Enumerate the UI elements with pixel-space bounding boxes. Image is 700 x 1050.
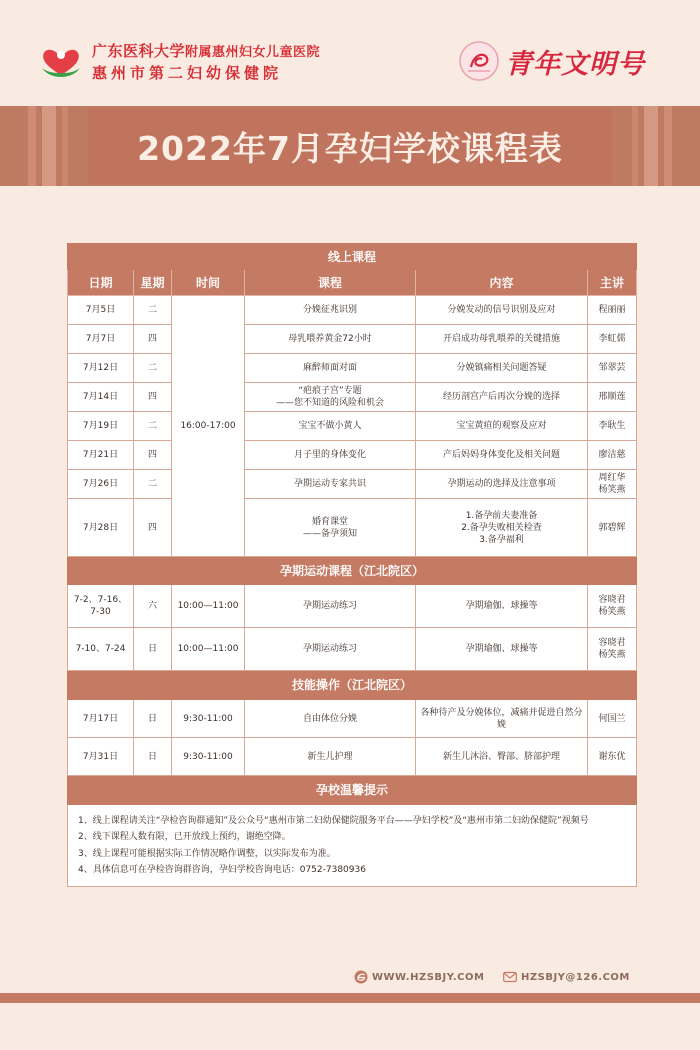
cell-content: 孕期瑜伽、球操等	[416, 585, 588, 628]
section-header-skills	[68, 671, 637, 700]
section-title-online: 线上课程	[68, 244, 637, 270]
cell-course	[245, 383, 416, 412]
cell-time: 9:30-11:00	[172, 700, 245, 738]
cell-weekday: 四	[134, 325, 172, 354]
cell-date: 7月31日	[68, 738, 134, 776]
cell-date: 7-10、7-24	[68, 628, 134, 671]
cell-date: 7月17日	[68, 700, 134, 738]
table-row	[68, 700, 637, 738]
cell-course: 分娩征兆识别	[245, 296, 416, 325]
cell-weekday: 四	[134, 499, 172, 557]
cell-course: 宝宝不做小黄人	[245, 412, 416, 441]
course-line2: ——您不知道的风险和机会	[275, 398, 384, 408]
cell-content: 经历剖宫产后再次分娩的选择	[416, 383, 588, 412]
cell-course: 孕期运动练习	[245, 628, 416, 671]
cell-course: 月子里的身体变化	[245, 441, 416, 470]
website-icon	[354, 970, 368, 984]
section-title-tips: 孕校温馨提示	[68, 776, 637, 805]
header-course: 课程	[245, 270, 416, 296]
cell-course: 自由体位分娩	[245, 700, 416, 738]
header-speaker: 主讲	[588, 270, 637, 296]
speaker-line2: 杨笑燕	[598, 485, 626, 495]
brand-name: 青年文明号	[505, 49, 645, 80]
header-time: 时间	[172, 270, 245, 296]
tip-item: 1、线上课程请关注“孕检咨询群通知”及公众号“惠州市第二妇幼保健院服务平台——孕妇学校”及“惠州市第二妇幼保健院”视频号	[78, 815, 589, 826]
cell-weekday: 二	[134, 470, 172, 499]
header-weekday: 星期	[134, 270, 172, 296]
page-title: 2022年7月孕妇学校课程表	[137, 128, 563, 168]
cell-date: 7月26日	[68, 470, 134, 499]
section-title-exercise: 孕期运动课程（江北院区）	[68, 557, 637, 585]
cell-date: 7月7日	[68, 325, 134, 354]
course-schedule-table	[67, 243, 637, 887]
cell-course: 麻醉师面对面	[245, 354, 416, 383]
section-header-online	[68, 244, 637, 270]
course-line1: 婚育课堂	[311, 516, 348, 527]
cell-course: 孕期运动专家共识	[245, 470, 416, 499]
course-line1: “疤痕子宫”专题	[298, 386, 362, 396]
cell-date: 7月12日	[68, 354, 134, 383]
cell-content: 孕期运动的选择及注意事项	[416, 470, 588, 499]
cell-content: 新生儿沐浴、臀部、脐部护理	[416, 738, 588, 776]
cell-content: 宝宝黄疸的观察及应对	[416, 412, 588, 441]
youth-brand-logo-icon	[458, 40, 500, 82]
cell-content: 分娩发动的信号识别及应对	[416, 296, 588, 325]
cell-speaker: 程丽丽	[588, 296, 637, 325]
cell-weekday: 二	[134, 296, 172, 325]
page-header	[0, 0, 700, 100]
email-link[interactable]: HZSBJY@126.COM	[521, 972, 630, 983]
tips-row	[68, 805, 637, 887]
cell-weekday: 四	[134, 441, 172, 470]
cell-time: 10:00—11:00	[172, 628, 245, 671]
cell-weekday: 日	[134, 738, 172, 776]
cell-speaker: 廖洁慈	[588, 441, 637, 470]
cell-content: 开启成功母乳喂养的关键措施	[416, 325, 588, 354]
speaker-line1: 容晓君	[598, 595, 626, 605]
hospital-logo-icon	[38, 38, 84, 84]
cell-date	[68, 585, 134, 628]
cell-course: 新生儿护理	[245, 738, 416, 776]
hospital-name-line1: 广东医科大学附属惠州妇女儿童医院	[92, 42, 321, 60]
table-row	[68, 383, 637, 412]
cell-date: 7月21日	[68, 441, 134, 470]
cell-date: 7月5日	[68, 296, 134, 325]
cell-course	[245, 499, 416, 557]
table-row	[68, 296, 637, 325]
cell-speaker	[588, 628, 637, 671]
tip-item: 4、具体信息可在孕检咨询群咨询，孕妇学校咨询电话：0752-7380936	[78, 865, 366, 875]
table-row	[68, 470, 637, 499]
content-line2: 2.备孕失败相关检查	[461, 522, 542, 533]
table-row	[68, 628, 637, 671]
table-row	[68, 499, 637, 557]
footer-bar	[0, 993, 700, 1003]
cell-speaker: 邹翠芸	[588, 354, 637, 383]
section-header-tips	[68, 776, 637, 805]
date-line1: 7-2、7-16、	[73, 595, 128, 605]
cell-weekday: 二	[134, 354, 172, 383]
cell-weekday: 二	[134, 412, 172, 441]
content-line1: 1.备孕前夫妻准备	[465, 510, 538, 521]
website-link[interactable]: WWW.HZSBJY.COM	[372, 972, 485, 983]
cell-content: 各种待产及分娩体位，减痛并促进自然分娩	[416, 700, 588, 738]
table-header-row	[68, 270, 637, 296]
date-line2: 7-30	[90, 607, 111, 617]
speaker-line1: 容晓君	[598, 638, 626, 648]
header-date: 日期	[68, 270, 134, 296]
cell-content: 孕期瑜伽、球操等	[416, 628, 588, 671]
email-icon	[503, 970, 517, 984]
speaker-line1: 周红华	[598, 473, 626, 483]
cell-course: 孕期运动练习	[245, 585, 416, 628]
section-title-skills: 技能操作（江北院区）	[68, 671, 637, 700]
cell-speaker: 郭碧辉	[588, 499, 637, 557]
cell-speaker: 邢顺莲	[588, 383, 637, 412]
speaker-line2: 杨笑燕	[598, 650, 626, 660]
cell-time: 10:00—11:00	[172, 585, 245, 628]
cell-time-online: 16:00-17:00	[172, 296, 245, 557]
cell-content: 分娩镇痛相关问题答疑	[416, 354, 588, 383]
hospital-name-line2: 惠州市第二妇幼保健院	[92, 64, 283, 82]
cell-weekday: 六	[134, 585, 172, 628]
tips-cell	[68, 805, 637, 887]
cell-time: 9:30-11:00	[172, 738, 245, 776]
speaker-line2: 杨笑燕	[598, 607, 626, 617]
table-row	[68, 585, 637, 628]
cell-speaker	[588, 470, 637, 499]
cell-speaker: 何国兰	[588, 700, 637, 738]
content-line3: 3.备孕福利	[479, 534, 524, 545]
course-line2: ——备孕须知	[302, 528, 357, 539]
cell-date: 7月19日	[68, 412, 134, 441]
section-header-exercise	[68, 557, 637, 585]
cell-date: 7月28日	[68, 499, 134, 557]
cell-course: 母乳喂养黄金72小时	[245, 325, 416, 354]
table-row	[68, 738, 637, 776]
cell-speaker: 谢东优	[588, 738, 637, 776]
tip-item: 3、线上课程可能根据实际工作情况略作调整，以实际发布为准。	[78, 848, 336, 859]
table-row	[68, 325, 637, 354]
table-row	[68, 412, 637, 441]
cell-content	[416, 499, 588, 557]
cell-content: 产后妈妈身体变化及相关问题	[416, 441, 588, 470]
table-row	[68, 441, 637, 470]
cell-speaker: 李虹儒	[588, 325, 637, 354]
header-content: 内容	[416, 270, 588, 296]
tip-item: 2、线下课程人数有限，已开放线上预约，谢绝空降。	[78, 832, 291, 842]
cell-date: 7月14日	[68, 383, 134, 412]
cell-weekday: 日	[134, 700, 172, 738]
cell-speaker	[588, 585, 637, 628]
table-row	[68, 354, 637, 383]
cell-speaker: 李耿生	[588, 412, 637, 441]
cell-weekday: 四	[134, 383, 172, 412]
cell-weekday: 日	[134, 628, 172, 671]
